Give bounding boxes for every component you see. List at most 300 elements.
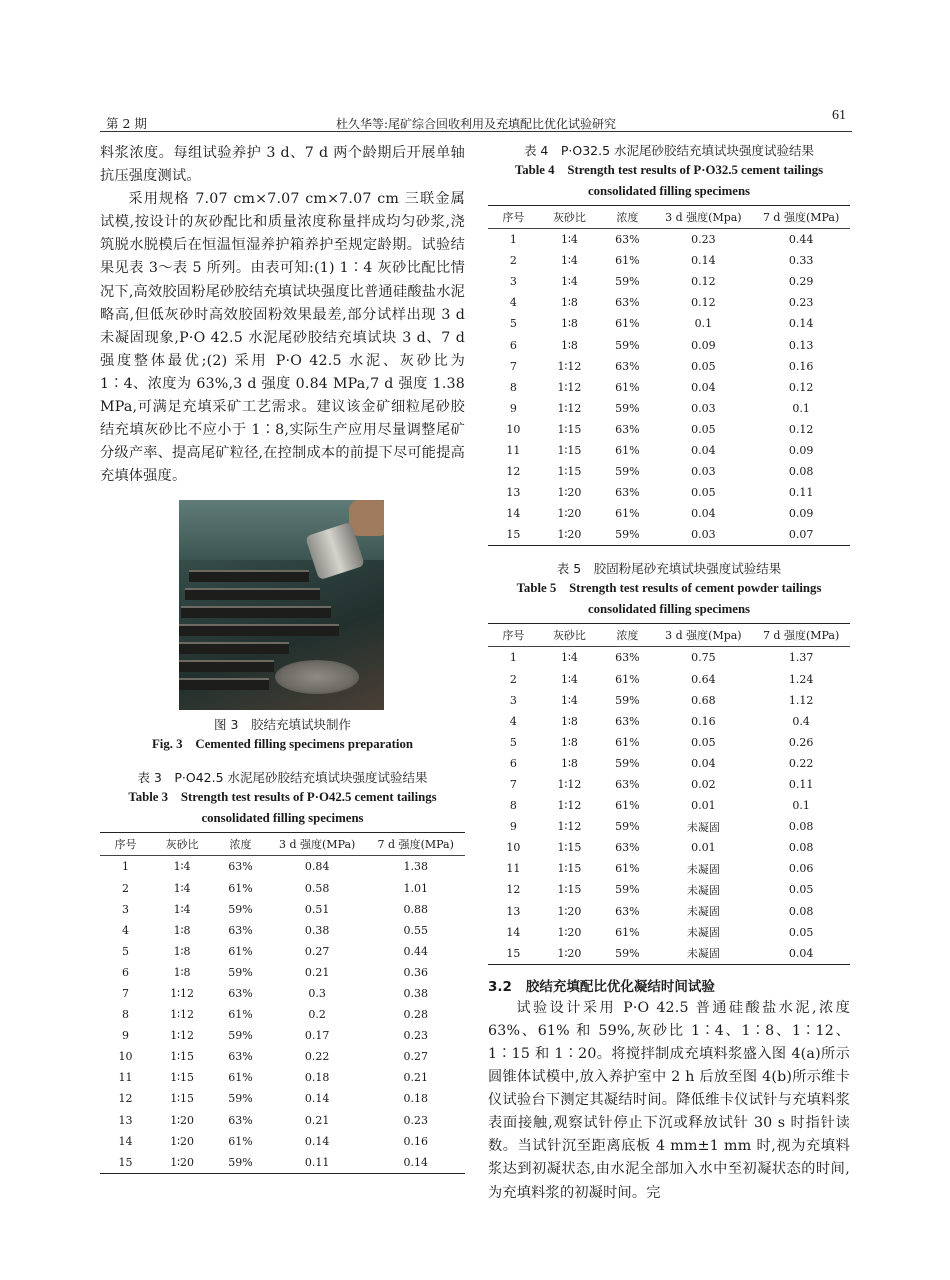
table-row <box>100 920 465 941</box>
table-row <box>488 858 850 879</box>
table-cell: 0.58 <box>304 881 330 895</box>
column-header: 3 d 强度(Mpa) <box>655 624 753 647</box>
table-cell: 8 <box>509 380 517 394</box>
table-cell: 0.21 <box>304 1113 330 1127</box>
table-row <box>100 1131 465 1152</box>
table-cell: 0.03 <box>691 465 716 479</box>
column-header: 序号 <box>488 624 539 647</box>
table-cell: 未凝固 <box>686 883 720 897</box>
table-cell: 59% <box>615 756 640 770</box>
table-cell: 1∶4 <box>561 275 578 289</box>
table-cell: 0.55 <box>403 923 428 937</box>
table-cell: 0.09 <box>788 443 814 457</box>
table-cell: 0.14 <box>304 1092 330 1106</box>
table-cell: 1∶15 <box>557 443 582 457</box>
table4-caption-cn: 表 4 P·O32.5 水泥尾砂胶结充填试块强度试验结果 <box>523 143 815 158</box>
table-cell: 0.38 <box>403 987 428 1001</box>
table-cell: 1 <box>122 860 130 874</box>
table-header-row <box>100 833 465 856</box>
table-cell: 0.08 <box>788 904 814 918</box>
table-cell: 1∶8 <box>561 317 578 331</box>
table-cell: 0.21 <box>304 965 330 979</box>
table-cell: 61% <box>228 1008 253 1022</box>
table-row <box>488 250 850 271</box>
table-cell: 0.14 <box>691 254 716 268</box>
table-cell: 1∶15 <box>170 1050 195 1064</box>
paragraph: 试验设计采用 P·O 42.5 普通硅酸盐水泥,浓度 63%、61% 和 59%,灰砂比 1∶4、1∶8、1∶12、1∶15 和 1∶20。将搅拌制成充填料浆盛入图 4(a)所示圆锥体试模中,放入养护室中 2 h 后放至图 4(b)所示维卡仪试验台下测定其凝结时间。降低维卡仪试针与充填料浆表面接触,观察试针停止下沉或释放试针 30 s 时指针读数。当试针沉至距离底板 4 mm±1 mm 时,视为充填料浆达到初凝状态,由水泥全部加入水中至初凝状态的时间,为充填料浆的初凝时间。完 <box>488 999 850 1201</box>
table-row <box>488 669 850 690</box>
table-cell: 3 <box>122 902 130 916</box>
table-cell: 0.18 <box>304 1071 330 1085</box>
table-cell: 4 <box>509 296 517 310</box>
table-cell: 0.36 <box>403 965 428 979</box>
table-cell: 59% <box>228 1092 253 1106</box>
table-cell: 1∶20 <box>557 507 582 521</box>
table-row <box>488 711 850 732</box>
table-cell: 0.18 <box>403 1092 428 1106</box>
table-cell: 0.04 <box>691 507 716 521</box>
table-cell: 59% <box>600 524 654 546</box>
table-cell: 0.33 <box>788 254 814 268</box>
table-cell: 59% <box>615 820 640 834</box>
table-row <box>488 524 850 546</box>
table-cell: 0.44 <box>788 233 814 247</box>
table3 <box>100 832 465 1173</box>
table-cell: 0.11 <box>788 778 814 792</box>
table-cell: 1∶20 <box>170 1113 195 1127</box>
table-cell: 1 <box>509 233 517 247</box>
table-cell: 63% <box>615 904 640 918</box>
table-cell: 0.3 <box>308 987 326 1001</box>
table-cell: 6 <box>509 338 517 352</box>
table-cell: 7 <box>122 987 130 1001</box>
table-cell: 12 <box>506 465 521 479</box>
table-cell: 1∶4 <box>173 902 191 916</box>
table-cell: 0.12 <box>691 275 716 289</box>
issue-number: 第 2 期 <box>106 116 147 131</box>
table-cell: 0.16 <box>788 359 814 373</box>
table-cell: 1∶4 <box>561 233 578 247</box>
table-cell: 61% <box>615 443 640 457</box>
table-cell: 0.04 <box>752 943 850 965</box>
table-row <box>488 922 850 943</box>
table5 <box>488 623 850 964</box>
table-cell: 1∶4 <box>561 651 578 665</box>
table-cell: 59% <box>213 1152 268 1174</box>
running-title: 杜久华等:尾矿综合回收利用及充填配比优化试验研究 <box>335 117 617 131</box>
column-header: 7 d 强度(MPa) <box>752 624 850 647</box>
table-cell: 0.1 <box>694 317 713 331</box>
table-cell: 9 <box>122 1029 130 1043</box>
table-cell: 0.02 <box>691 778 716 792</box>
table-cell: 1∶20 <box>557 925 582 939</box>
paragraph: 采用规格 7.07 cm×7.07 cm×7.07 cm 三联金属试模,按设计的灰砂配比和质量浓度称量拌成均匀砂浆,浇筑脱水脱模后在恒温恒湿养护箱养护至规定龄期。试验结果见表 3～表 5 所列。由表可知:(1) 1∶4 灰砂比配比情况下,高效胶固粉尾砂胶结充填试块强度比普通硅酸盐水泥略高,但低灰砂时高效胶固粉效果最差,部分试样出现 3 d 未凝固现象,P·O 42.5 水泥尾砂胶结充填试块 3 d、7 d 强度整体最优;(2) 采用 P·O 42.5 水泥、灰砂比为 1∶4、浓度为 63%,3 d 强度 0.84 MPa,7 d 强度 1.38 MPa,可满足充填采矿工艺需求。建议该金矿细粒尾砂胶结充填灰砂比不应小于 1∶8,实际生产应用尽量调整尾矿分级产率、提高尾矿粒径,在控制成本的前提下尽可能提高充填体强度。 <box>100 191 465 485</box>
table-row <box>488 377 850 398</box>
column-header: 3 d 强度(MPa) <box>268 833 367 856</box>
table-row <box>488 482 850 503</box>
column-header: 序号 <box>488 206 539 229</box>
table-cell: 0.28 <box>403 1008 428 1022</box>
table-cell: 0.05 <box>788 883 814 897</box>
table-cell: 1∶15 <box>170 1092 195 1106</box>
table-cell: 2 <box>509 254 517 268</box>
table-cell: 未凝固 <box>686 926 720 940</box>
table-header-row <box>488 624 850 647</box>
table-row <box>488 795 850 816</box>
table3-caption-en: consolidated filling specimens <box>201 811 364 826</box>
table-cell: 1∶20 <box>539 943 601 965</box>
table-row <box>488 229 850 251</box>
column-header: 序号 <box>100 833 151 856</box>
table-cell: 7 <box>509 359 517 373</box>
table-row <box>488 271 850 292</box>
table-cell: 1.01 <box>403 881 428 895</box>
table5-caption-en: Table 5 Strength test results of cement powder tailings <box>516 581 822 596</box>
table-row <box>488 334 850 355</box>
table-row <box>488 879 850 900</box>
mold-row <box>179 624 339 636</box>
table-cell: 1∶8 <box>561 296 578 310</box>
table-cell: 0.16 <box>403 1134 428 1148</box>
table-cell: 0.21 <box>403 1071 428 1085</box>
table-row <box>100 1067 465 1088</box>
table-cell: 0.1 <box>792 799 810 813</box>
table-cell: 61% <box>615 380 640 394</box>
figure-caption-cn: 图 3 胶结充填试块制作 <box>214 717 351 733</box>
table5-caption-cn: 表 5 胶固粉尾砂充填试块强度试验结果 <box>556 561 782 577</box>
table-cell: 0.2 <box>308 1008 326 1022</box>
table-cell: 61% <box>615 862 640 876</box>
table-row <box>488 690 850 711</box>
table-cell: 0.75 <box>691 651 716 665</box>
table-row <box>488 774 850 795</box>
table-cell: 1∶8 <box>561 338 578 352</box>
table-cell: 14 <box>506 925 521 939</box>
table-cell: 11 <box>118 1071 133 1085</box>
mold-row <box>185 588 320 600</box>
table-cell: 1∶20 <box>539 524 601 546</box>
table-row <box>100 1046 465 1067</box>
table-cell: 61% <box>615 735 640 749</box>
table-cell: 0.23 <box>691 233 716 247</box>
table-cell: 1∶15 <box>557 883 582 897</box>
table-row <box>100 899 465 920</box>
table-cell: 0.12 <box>788 380 814 394</box>
table-row <box>488 292 850 313</box>
table-row <box>100 962 465 983</box>
table-cell: 3 <box>509 693 517 707</box>
table-cell: 1∶20 <box>170 1134 195 1148</box>
table-cell: 61% <box>615 317 640 331</box>
table-row <box>488 398 850 419</box>
table-cell: 11 <box>506 862 521 876</box>
table-cell: 63% <box>615 486 640 500</box>
table-cell: 15 <box>488 943 539 965</box>
table-cell: 0.13 <box>788 338 814 352</box>
table-row <box>488 753 850 774</box>
table-cell: 63% <box>228 860 253 874</box>
mold-row <box>179 678 269 690</box>
right-column <box>488 142 850 1205</box>
table-cell: 10 <box>118 1050 133 1064</box>
table-cell: 12 <box>506 883 521 897</box>
table-cell: 4 <box>122 923 130 937</box>
column-header: 灰砂比 <box>539 206 601 229</box>
table-cell: 1∶8 <box>561 756 578 770</box>
table-cell: 0.03 <box>655 524 753 546</box>
table-cell: 0.08 <box>788 465 814 479</box>
table-cell: 1.37 <box>788 651 814 665</box>
table-cell: 1∶12 <box>557 778 582 792</box>
table-cell: 13 <box>506 486 521 500</box>
table-cell: 63% <box>228 987 253 1001</box>
mold-row <box>179 660 274 672</box>
table-cell: 1.38 <box>403 860 428 874</box>
table-cell: 0.22 <box>304 1050 330 1064</box>
table-cell: 1∶20 <box>151 1152 213 1174</box>
table-cell: 63% <box>615 651 640 665</box>
table-cell: 13 <box>118 1113 133 1127</box>
section-heading <box>488 975 850 995</box>
table-cell: 3 <box>509 275 517 289</box>
table-row <box>488 732 850 753</box>
table-cell: 0.06 <box>788 862 814 876</box>
table-cell: 59% <box>228 902 253 916</box>
table-cell: 未凝固 <box>686 862 720 876</box>
table-cell: 0.05 <box>691 735 716 749</box>
table-cell: 1∶8 <box>173 944 191 958</box>
table-cell: 1∶4 <box>561 693 578 707</box>
table-cell: 0.05 <box>788 925 814 939</box>
column-header: 灰砂比 <box>539 624 601 647</box>
table-row <box>488 901 850 922</box>
table-cell: 0.27 <box>403 1050 428 1064</box>
table-cell: 59% <box>615 338 640 352</box>
table-cell: 63% <box>228 1113 253 1127</box>
table-cell: 6 <box>509 756 517 770</box>
table-cell: 未凝固 <box>686 905 720 919</box>
table-row <box>488 461 850 482</box>
table-cell: 0.84 <box>304 860 330 874</box>
table-cell: 0.09 <box>788 507 814 521</box>
table-header-row <box>488 206 850 229</box>
table-cell: 0.51 <box>304 902 330 916</box>
table-cell: 1∶20 <box>557 904 582 918</box>
table-row <box>488 837 850 858</box>
table-row <box>100 941 465 962</box>
table-cell: 5 <box>509 735 517 749</box>
table-cell: 15 <box>488 524 539 546</box>
table-cell: 1∶15 <box>557 422 582 436</box>
worker-arm <box>349 500 384 536</box>
header-rule <box>100 131 852 132</box>
table-cell: 0.14 <box>304 1134 330 1148</box>
table-cell: 0.64 <box>691 672 716 686</box>
table-cell: 1∶12 <box>557 401 582 415</box>
table-cell: 1∶15 <box>170 1071 195 1085</box>
table4-caption-en: consolidated filling specimens <box>587 184 751 198</box>
mold-row <box>181 606 331 618</box>
table-cell: 0.14 <box>366 1152 465 1174</box>
table-cell: 61% <box>228 944 253 958</box>
table-cell: 0.29 <box>788 275 814 289</box>
table-cell: 0.38 <box>304 923 330 937</box>
table4-caption-en: Table 4 Strength test results of P·O32.5 cement tailings <box>514 163 824 177</box>
table-cell: 0.11 <box>268 1152 367 1174</box>
table-cell: 0.01 <box>691 841 716 855</box>
mold-row <box>179 642 289 654</box>
table-row <box>100 1004 465 1025</box>
table-cell: 0.23 <box>403 1113 428 1127</box>
table-cell: 9 <box>509 401 517 415</box>
table-cell: 12 <box>118 1092 133 1106</box>
table-cell: 1∶12 <box>557 380 582 394</box>
table-cell: 0.08 <box>788 841 814 855</box>
table-cell: 0.12 <box>691 296 716 310</box>
table-row <box>488 816 850 837</box>
table-row <box>100 878 465 899</box>
paragraph: 料浆浓度。每组试验养护 3 d、7 d 两个龄期后开展单轴抗压强度测试。 <box>100 145 465 185</box>
table-cell: 14 <box>506 507 521 521</box>
table-cell: 0.01 <box>691 799 716 813</box>
running-header <box>100 108 852 132</box>
table-cell: 15 <box>100 1152 151 1174</box>
table-row <box>488 356 850 377</box>
table-cell: 63% <box>615 778 640 792</box>
table-cell: 8 <box>509 799 517 813</box>
table-cell: 0.23 <box>788 296 814 310</box>
table-cell: 未凝固 <box>655 943 753 965</box>
section-number: 3.2 <box>488 978 512 995</box>
table-cell: 1∶20 <box>557 486 582 500</box>
table-cell: 1∶8 <box>173 923 191 937</box>
table-cell: 0.68 <box>691 693 716 707</box>
table-cell: 0.44 <box>403 944 428 958</box>
column-header: 7 d 强度(MPa) <box>366 833 465 856</box>
table-cell: 未凝固 <box>686 820 720 834</box>
column-header: 浓度 <box>213 833 268 856</box>
table-cell: 5 <box>122 944 130 958</box>
table-cell: 59% <box>615 693 640 707</box>
table-row <box>100 1152 465 1174</box>
table-cell: 1∶12 <box>557 359 582 373</box>
table-cell: 1∶4 <box>173 881 191 895</box>
table-cell: 1 <box>509 651 517 665</box>
table-cell: 0.88 <box>403 902 428 916</box>
table-row <box>100 1110 465 1131</box>
table-cell: 1∶15 <box>557 862 582 876</box>
table-cell: 61% <box>615 925 640 939</box>
table-cell: 63% <box>615 422 640 436</box>
table-row <box>100 1025 465 1046</box>
table-cell: 59% <box>615 275 640 289</box>
table-cell: 1∶15 <box>557 841 582 855</box>
table-cell: 2 <box>122 881 130 895</box>
table-cell: 0.23 <box>403 1029 428 1043</box>
left-column <box>100 142 465 1174</box>
table-cell: 59% <box>615 883 640 897</box>
table5-caption-en: consolidated filling specimens <box>587 602 751 617</box>
column-header: 浓度 <box>600 624 654 647</box>
table-row <box>100 1088 465 1109</box>
table-cell: 0.1 <box>792 401 810 415</box>
table-cell: 0.17 <box>304 1029 330 1043</box>
table3-caption-cn: 表 3 P·O42.5 水泥尾砂胶结充填试块强度试验结果 <box>137 770 428 786</box>
table-cell: 6 <box>122 965 130 979</box>
table-cell: 0.16 <box>691 714 716 728</box>
table-cell: 0.05 <box>691 359 716 373</box>
table-cell: 0.09 <box>691 338 716 352</box>
table-cell: 1∶15 <box>557 465 582 479</box>
table-cell: 59% <box>228 965 253 979</box>
page-number: 61 <box>832 108 846 123</box>
table-cell: 1∶12 <box>170 1029 195 1043</box>
table-cell: 1∶8 <box>173 965 191 979</box>
table-cell: 59% <box>615 401 640 415</box>
table-cell: 0.26 <box>788 735 814 749</box>
table-cell: 4 <box>509 714 517 728</box>
table-cell: 1∶8 <box>561 735 578 749</box>
table-cell: 10 <box>506 422 521 436</box>
column-header: 7 d 强度(MPa) <box>752 206 850 229</box>
table-cell: 63% <box>615 359 640 373</box>
table-row <box>488 419 850 440</box>
table-cell: 1.24 <box>788 672 814 686</box>
table-row <box>488 647 850 669</box>
table-cell: 1∶12 <box>557 799 582 813</box>
table-cell: 63% <box>615 233 640 247</box>
table-row <box>488 503 850 524</box>
table-cell: 0.05 <box>691 422 716 436</box>
table-row <box>488 440 850 461</box>
table-cell: 2 <box>509 672 517 686</box>
table-cell: 61% <box>615 799 640 813</box>
table-cell: 1∶12 <box>557 820 582 834</box>
table-cell: 0.12 <box>788 422 814 436</box>
column-header: 3 d 强度(Mpa) <box>655 206 753 229</box>
table-row <box>488 313 850 334</box>
table-cell: 0.04 <box>691 380 716 394</box>
specimen-photo <box>179 500 384 710</box>
table-cell: 1∶4 <box>561 672 578 686</box>
table-cell: 14 <box>118 1134 133 1148</box>
table-cell: 61% <box>615 254 640 268</box>
table-cell: 63% <box>228 923 253 937</box>
table-cell: 63% <box>228 1050 253 1064</box>
table-cell: 7 <box>509 778 517 792</box>
table-cell: 0.11 <box>788 486 814 500</box>
table-cell: 0.04 <box>691 443 716 457</box>
table-cell: 11 <box>506 443 521 457</box>
table-cell: 0.04 <box>691 756 716 770</box>
table-cell: 5 <box>509 317 517 331</box>
table-cell: 61% <box>228 1134 253 1148</box>
table-cell: 1∶12 <box>170 1008 195 1022</box>
table-cell: 0.07 <box>752 524 850 546</box>
figure-caption-en: Fig. 3 Cemented filling specimens preparation <box>151 737 414 752</box>
table-cell: 0.27 <box>304 944 330 958</box>
table-cell: 1∶4 <box>561 254 578 268</box>
table-cell: 0.08 <box>788 820 814 834</box>
table-cell: 59% <box>600 943 654 965</box>
table-row <box>100 983 465 1004</box>
table-cell: 1∶12 <box>170 987 195 1001</box>
table-cell: 63% <box>615 296 640 310</box>
table-cell: 61% <box>615 507 640 521</box>
table-cell: 1∶4 <box>173 860 191 874</box>
table-cell: 0.14 <box>788 317 814 331</box>
table-row <box>488 943 850 965</box>
